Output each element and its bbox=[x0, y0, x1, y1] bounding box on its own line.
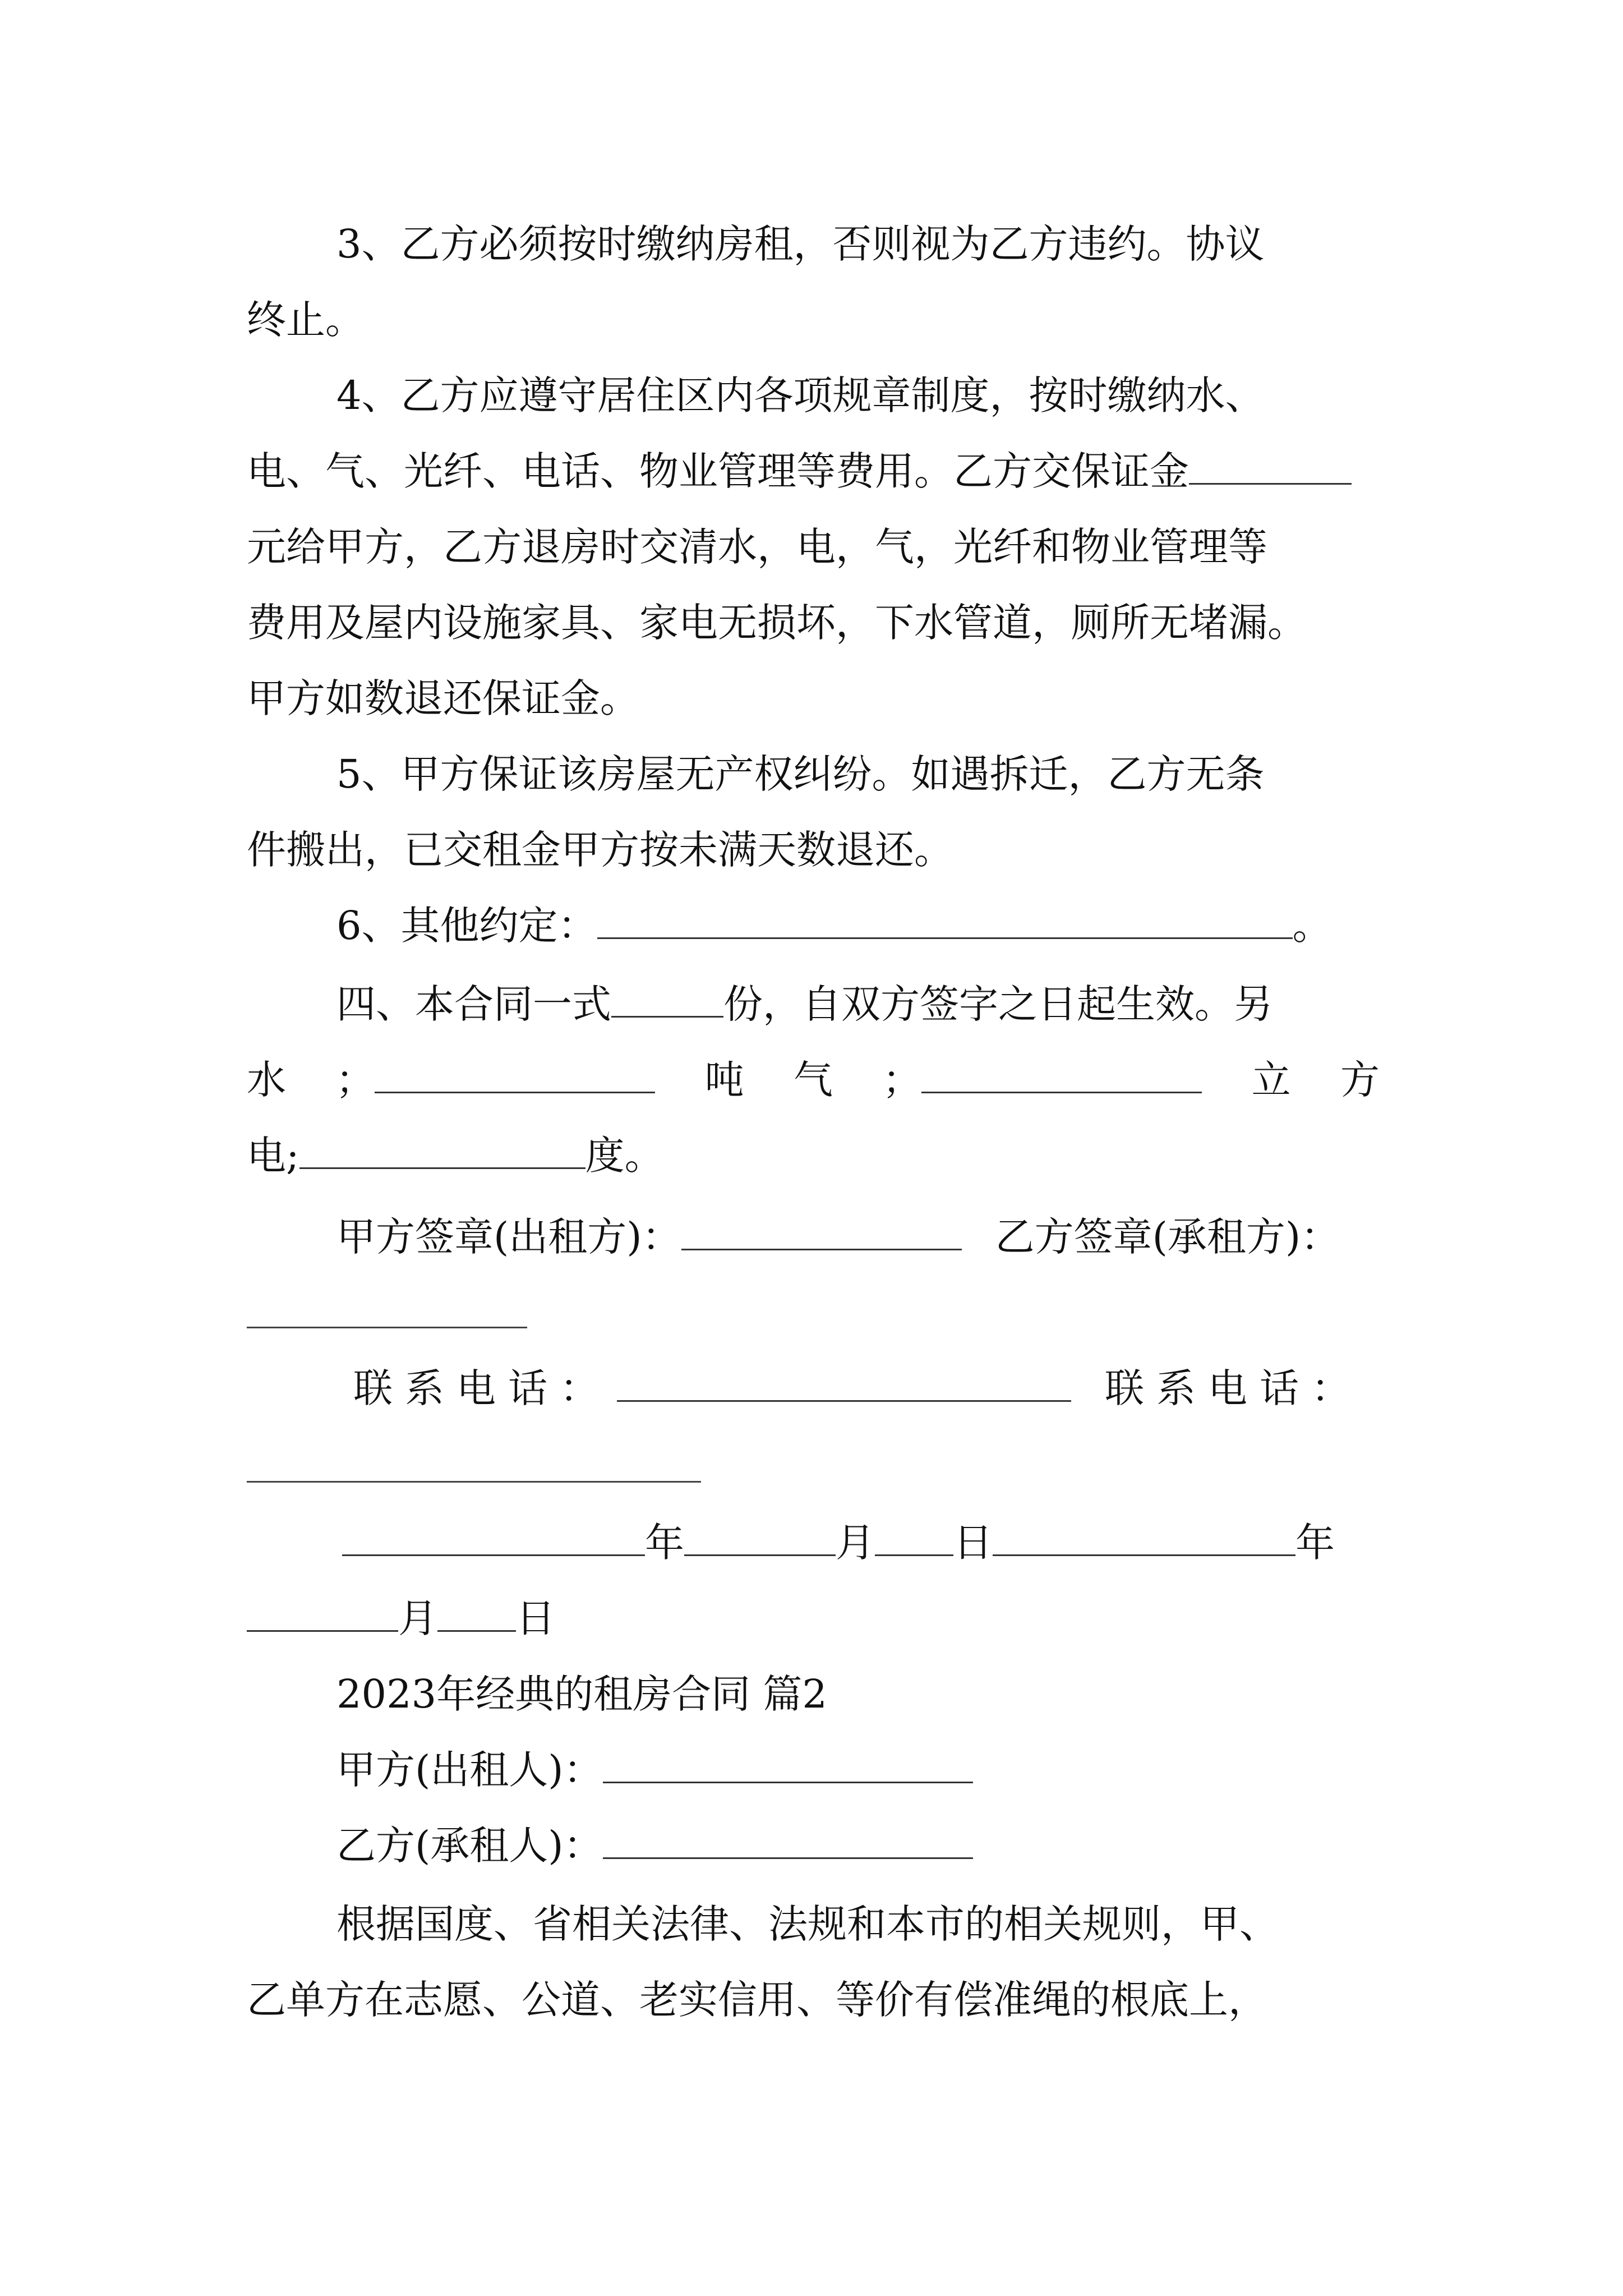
gas-reading-blank[interactable] bbox=[921, 1057, 1202, 1093]
year-label-2: 年 bbox=[1295, 1520, 1335, 1566]
signature-line bbox=[336, 1209, 1340, 1265]
electricity-reading-blank[interactable] bbox=[299, 1133, 585, 1169]
clause-4-line-4: 费用及屋内设施家具、家电无损坏，下水管道，厕所无堵漏。 bbox=[247, 600, 1307, 646]
clause-5-line-1: 5、甲方保证该房屋无产权纠纷。如遇拆迁，乙方无条 bbox=[336, 751, 1265, 797]
section-4-line-1 bbox=[336, 976, 1273, 1032]
gas-label: 气 bbox=[793, 1057, 833, 1103]
landlord-line bbox=[336, 1742, 973, 1798]
section-4-prefix: 四、本合同一式 bbox=[336, 981, 611, 1027]
party-a-day-blank[interactable] bbox=[875, 1520, 953, 1556]
degree-label: 度。 bbox=[585, 1133, 664, 1179]
party-b-signature-label: 乙方签章(承租方)： bbox=[995, 1214, 1340, 1260]
party-b-year-blank[interactable] bbox=[993, 1520, 1295, 1556]
day-label: 日 bbox=[953, 1520, 993, 1566]
clause-3-line-2: 终止。 bbox=[247, 297, 365, 343]
party-b-month-blank[interactable] bbox=[247, 1595, 398, 1632]
other-terms-blank[interactable] bbox=[597, 903, 1293, 939]
electricity-line bbox=[247, 1128, 664, 1184]
month-label-2: 月 bbox=[398, 1595, 437, 1641]
cubic-label-2: 方 bbox=[1340, 1057, 1380, 1103]
party-b-signature-blank[interactable] bbox=[247, 1327, 527, 1328]
clause-5-line-2: 件搬出，已交租金甲方按未满天数退还。 bbox=[247, 827, 953, 873]
contract-2-para-line-1: 根据国度、省相关法律、法规和本市的相关规则，甲、 bbox=[336, 1901, 1279, 1947]
clause-6-label: 6、其他约定： bbox=[336, 903, 597, 949]
contract-2-para-line-2: 乙单方在志愿、公道、老实信用、等价有偿准绳的根底上， bbox=[247, 1977, 1267, 2023]
clause-6-line bbox=[336, 898, 1332, 954]
section-4-suffix: 份，自双方签字之日起生效。另 bbox=[723, 981, 1273, 1027]
water-reading: ； bbox=[335, 1052, 655, 1108]
phone-line bbox=[353, 1360, 1363, 1416]
party-a-signature-label: 甲方签章(出租方)： bbox=[336, 1214, 681, 1260]
party-a-month-blank[interactable] bbox=[684, 1520, 836, 1556]
day-label-2: 日 bbox=[516, 1595, 555, 1641]
party-a-phone-label: 联系电话： bbox=[353, 1365, 611, 1411]
deposit-amount-blank[interactable] bbox=[1189, 448, 1352, 485]
cubic-label: 立 bbox=[1251, 1057, 1291, 1103]
water-label: 水 bbox=[247, 1057, 286, 1103]
landlord-label: 甲方(出租人)： bbox=[336, 1747, 603, 1793]
copies-blank[interactable] bbox=[611, 981, 723, 1018]
water-reading-blank[interactable] bbox=[375, 1057, 655, 1093]
tenant-label: 乙方(承租人)： bbox=[336, 1823, 603, 1869]
tenant-blank[interactable] bbox=[603, 1823, 973, 1859]
tenant-line bbox=[336, 1818, 973, 1874]
electricity-label: 电; bbox=[247, 1133, 299, 1179]
date-line-2 bbox=[247, 1590, 555, 1646]
party-a-signature-blank[interactable] bbox=[681, 1214, 962, 1250]
clause-4-line-1: 4、乙方应遵守居住区内各项规章制度，按时缴纳水、 bbox=[336, 372, 1265, 418]
landlord-blank[interactable] bbox=[603, 1747, 973, 1783]
party-b-day-blank[interactable] bbox=[437, 1595, 516, 1632]
clause-4-line-2 bbox=[247, 443, 1352, 499]
meter-water-gas-line bbox=[247, 1052, 1380, 1108]
party-b-phone-label: 联系电话： bbox=[1105, 1365, 1363, 1411]
clause-4-line-3: 元给甲方，乙方退房时交清水，电，气，光纤和物业管理等 bbox=[247, 524, 1267, 570]
ton-label: 吨 bbox=[704, 1057, 744, 1103]
date-line bbox=[342, 1515, 1335, 1571]
gas-reading: ； bbox=[882, 1052, 1202, 1108]
year-label: 年 bbox=[645, 1520, 684, 1566]
clause-6-end: 。 bbox=[1292, 903, 1332, 949]
month-label: 月 bbox=[836, 1520, 875, 1566]
clause-4-line-2-text: 电、气、光纤、电话、物业管理等费用。乙方交保证金 bbox=[247, 448, 1189, 494]
party-a-phone-blank[interactable] bbox=[617, 1365, 1071, 1402]
contract-2-heading: 2023年经典的租房合同 篇2 bbox=[336, 1671, 827, 1717]
party-b-phone-blank[interactable] bbox=[247, 1481, 701, 1483]
clause-4-line-5: 甲方如数退还保证金。 bbox=[247, 675, 639, 721]
party-a-year-blank[interactable] bbox=[342, 1520, 645, 1556]
clause-3-line-1: 3、乙方必须按时缴纳房租，否则视为乙方违约。协议 bbox=[336, 221, 1265, 267]
